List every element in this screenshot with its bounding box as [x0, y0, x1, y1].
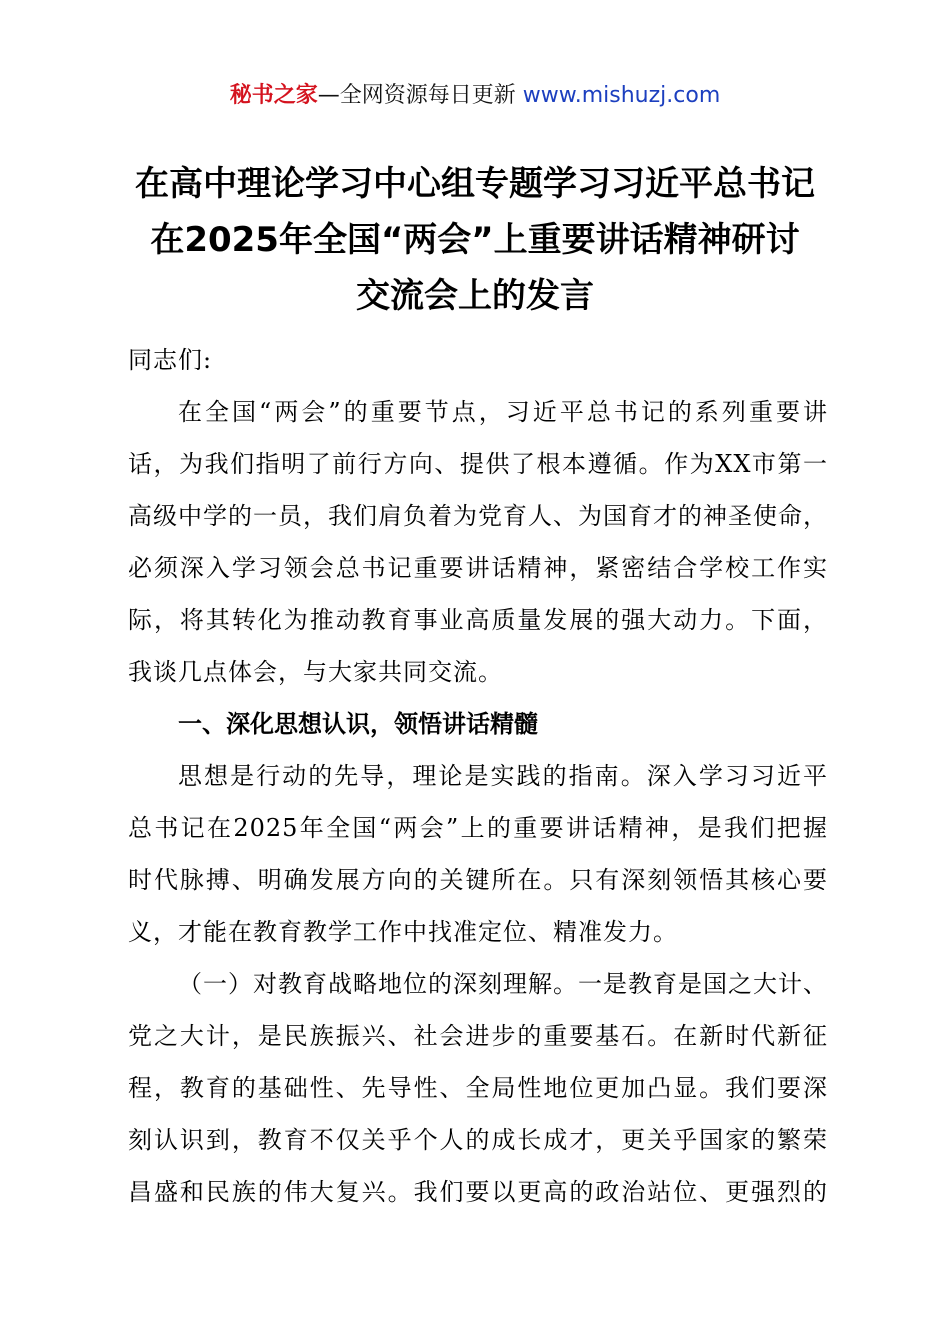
text-line: 昌盛和民族的伟大复兴。我们要以更高的政治站位、更强烈的 — [128, 1178, 828, 1206]
text-line: 我谈几点体会，与大家共同交流。 — [128, 658, 503, 686]
text-line: 必须深入学习领会总书记重要讲话精神，紧密结合学校工作实 — [128, 554, 828, 582]
watermark-brand: 秘书之家 — [229, 83, 318, 108]
text-line: （一）对教育战略地位的深刻理解。一是教育是国之大计、 — [178, 970, 828, 998]
document-body — [128, 334, 828, 1218]
paragraph — [128, 750, 828, 958]
section-heading: 一、深化思想认识，领悟讲话精髓 — [178, 710, 538, 738]
text-line: 思想是行动的先导，理论是实践的指南。深入学习习近平 — [178, 762, 828, 790]
watermark-url[interactable]: www.mishuzj.com — [522, 83, 721, 108]
watermark-tagline: —全网资源每日更新 — [317, 83, 523, 108]
title-line: 交流会上的发言 — [356, 276, 594, 316]
document-title — [100, 156, 850, 324]
text-line: 高级中学的一员，我们肩负着为党育人、为国育才的神圣使命， — [128, 502, 828, 530]
greeting: 同志们: — [128, 346, 213, 374]
text-line: 际，将其转化为推动教育事业高质量发展的强大动力。下面， — [128, 606, 828, 634]
text-line: 在全国“两会”的重要节点，习近平总书记的系列重要讲 — [178, 398, 828, 426]
text-line: 党之大计，是民族振兴、社会进步的重要基石。在新时代新征 — [128, 1022, 828, 1050]
title-line: 在2025年全国“两会”上重要讲话精神研讨 — [150, 220, 800, 260]
text-line: 程，教育的基础性、先导性、全局性地位更加凸显。我们要深 — [128, 1074, 828, 1102]
text-line: 时代脉搏、明确发展方向的关键所在。只有深刻领悟其核心要 — [128, 866, 828, 894]
text-line: 话，为我们指明了前行方向、提供了根本遵循。作为XX市第一 — [128, 450, 828, 478]
text-line: 义，才能在教育教学工作中找准定位、精准发力。 — [128, 918, 678, 946]
watermark-header — [0, 80, 950, 112]
title-line: 在高中理论学习中心组专题学习习近平总书记 — [135, 164, 815, 204]
text-line: 总书记在2025年全国“两会”上的重要讲话精神，是我们把握 — [128, 814, 828, 842]
text-line: 刻认识到，教育不仅关乎个人的成长成才，更关乎国家的繁荣 — [128, 1126, 828, 1154]
intro-paragraph — [128, 386, 828, 698]
paragraph — [128, 958, 828, 1218]
